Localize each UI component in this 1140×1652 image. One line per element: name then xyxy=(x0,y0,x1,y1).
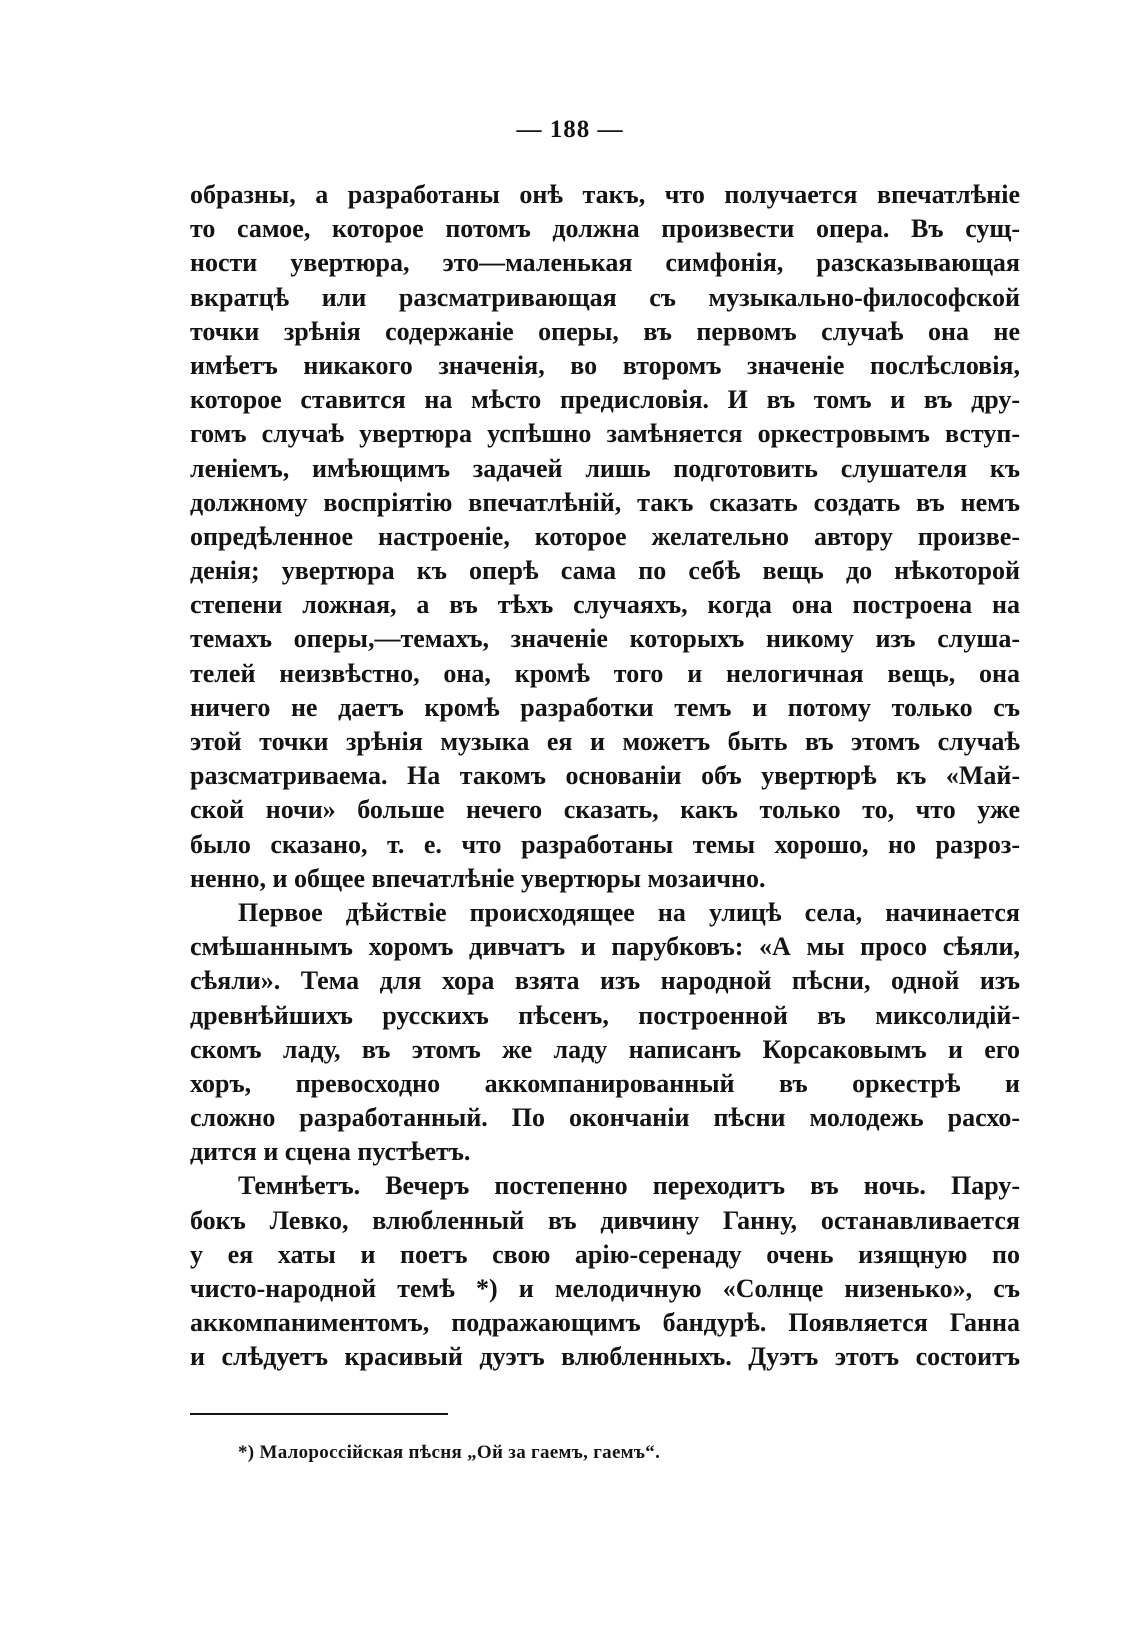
text-line: должному воспріятію впечатлѣній, такъ сказать создать въ немъ xyxy=(190,487,1020,517)
paragraph-3 xyxy=(190,1169,1020,1374)
footnote-divider xyxy=(190,1413,448,1415)
page-number: — 188 — xyxy=(516,116,624,143)
text-line: денія; увертюра къ оперѣ сама по себѣ вещь до нѣкоторой xyxy=(190,556,1020,586)
text-line: степени ложная, а въ тѣхъ случаяхъ, когда она построена на xyxy=(190,590,1020,620)
paragraph-1 xyxy=(190,178,1020,896)
text-line: леніемъ, имѣющимъ задачей лишь подготовить слушателя къ xyxy=(190,453,1020,483)
text-line: чисто-народной темѣ *) и мелодичную «Солнце низенько», съ xyxy=(190,1274,1020,1303)
text-line: и слѣдуетъ красивый дуэтъ влюбленныхъ. Дуэтъ этотъ состоитъ xyxy=(190,1342,1020,1372)
text-line: Первое дѣйствіе происходящее на улицѣ села, начинается xyxy=(238,897,1020,927)
text-line: образны, а разработаны онѣ такъ, что получается впечатлѣніе xyxy=(190,180,1020,209)
text-line: было сказано, т. е. что разработаны темы хорошо, но разроз- xyxy=(190,829,1020,859)
text-line: аккомпаниментомъ, подражающимъ бандурѣ. Появляется Ганна xyxy=(190,1308,1020,1338)
text-line: ненно, и общее впечатлѣніе увертюры мозаично. xyxy=(190,863,766,893)
text-line: скомъ ладу, въ этомъ же ладу написанъ Корсаковымъ и его xyxy=(190,1034,1020,1064)
text-line: имѣетъ никакого значенія, во второмъ значеніе послѣсловія, xyxy=(190,350,1020,380)
text-line: дится и сцена пустѣетъ. xyxy=(190,1137,471,1167)
text-line: хоръ, превосходно аккомпанированный въ оркестрѣ и xyxy=(190,1068,1020,1098)
footnote: *) Малороссійская пѣсня „Ой за гаемъ, гаемъ“. xyxy=(238,1442,661,1463)
text-line: телей неизвѣстно, она, кромѣ того и нелогичная вещь, она xyxy=(190,658,1020,688)
text-line: бокъ Левко, влюбленный въ дивчину Ганну, останавливается xyxy=(190,1205,1020,1235)
text-line: точки зрѣнія содержаніе оперы, въ первомъ случаѣ она не xyxy=(190,316,1020,346)
text-line: сложно разработанный. По окончаніи пѣсни молодежь расхо- xyxy=(190,1103,1020,1133)
text-line: сѣяли». Тема для хора взята изъ народной пѣсни, одной изъ xyxy=(190,966,1020,996)
text-line: опредѣленное настроеніе, которое желательно автору произве- xyxy=(190,521,1020,551)
text-line: вкратцѣ или разсматривающая съ музыкально-философской xyxy=(190,282,1020,312)
body-text xyxy=(190,178,1020,1375)
text-line: ской ночи» больше нечего сказать, какъ только то, что уже xyxy=(190,795,1020,825)
text-line: ничего не даетъ кромѣ разработки темъ и потому только съ xyxy=(190,692,1020,722)
text-line: которое ставится на мѣсто предисловія. И въ томъ и въ дру- xyxy=(190,385,1020,415)
text-line: ности увертюра, это—маленькая симфонія, разсказывающая xyxy=(190,248,1020,278)
text-line: гомъ случаѣ увертюра успѣшно замѣняется оркестровымъ вступ- xyxy=(190,419,1020,449)
text-line: темахъ оперы,—темахъ, значеніе которыхъ никому изъ слуша- xyxy=(190,624,1020,654)
text-line: смѣшаннымъ хоромъ дивчатъ и парубковъ: «А мы просо сѣяли, xyxy=(190,932,1020,962)
text-line: Темнѣетъ. Вечеръ постепенно переходитъ въ ночь. Пару- xyxy=(238,1171,1020,1201)
paragraph-2 xyxy=(190,896,1020,1170)
text-line: то самое, которое потомъ должна произвести опера. Въ сущ- xyxy=(190,214,1020,244)
text-line: древнѣйшихъ русскихъ пѣсенъ, построенной въ миксолидій- xyxy=(190,1000,1020,1030)
text-line: у ея хаты и поетъ свою арію-серенаду очень изящную по xyxy=(190,1239,1020,1269)
text-line: разсматриваема. На такомъ основаніи объ увертюрѣ къ «Май- xyxy=(190,761,1020,791)
text-line: этой точки зрѣнія музыка ея и можетъ быть въ этомъ случаѣ xyxy=(190,727,1020,756)
